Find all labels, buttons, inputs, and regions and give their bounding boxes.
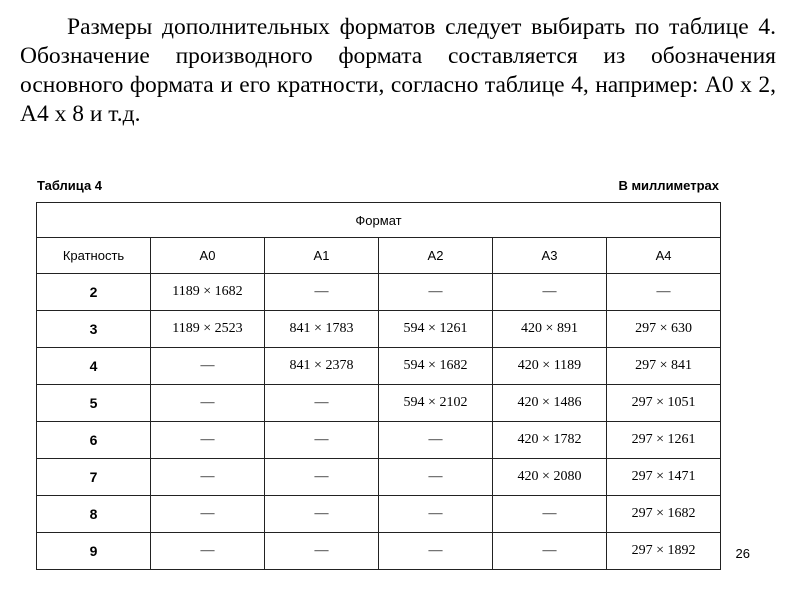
- format-size-cell: —: [151, 459, 265, 496]
- multiplicity-cell: 4: [37, 348, 151, 385]
- formats-table: [36, 202, 721, 570]
- format-size-cell: 297 × 841: [607, 348, 721, 385]
- multiplicity-cell: 9: [37, 533, 151, 570]
- format-size-cell: 420 × 891: [493, 311, 607, 348]
- table-units: В миллиметрах: [618, 178, 719, 193]
- format-size-cell: —: [379, 422, 493, 459]
- format-size-cell: —: [265, 533, 379, 570]
- table-row: [37, 533, 721, 570]
- column-header: А4: [607, 238, 721, 274]
- format-size-cell: —: [265, 422, 379, 459]
- table-row: [37, 422, 721, 459]
- format-size-cell: —: [151, 348, 265, 385]
- table-header-row: [37, 238, 721, 274]
- format-size-cell: 297 × 630: [607, 311, 721, 348]
- format-size-cell: —: [493, 533, 607, 570]
- table-group-header-row: [37, 203, 721, 238]
- page-number: 26: [735, 546, 750, 561]
- format-size-cell: —: [265, 459, 379, 496]
- column-header: А0: [151, 238, 265, 274]
- format-size-cell: 594 × 1682: [379, 348, 493, 385]
- format-size-cell: —: [379, 459, 493, 496]
- table-row: [37, 274, 721, 311]
- format-size-cell: 297 × 1471: [607, 459, 721, 496]
- format-size-cell: 297 × 1051: [607, 385, 721, 422]
- format-size-cell: —: [379, 274, 493, 311]
- format-size-cell: 420 × 2080: [493, 459, 607, 496]
- column-header: Кратность: [37, 238, 151, 274]
- format-size-cell: 841 × 1783: [265, 311, 379, 348]
- column-header: А2: [379, 238, 493, 274]
- table-row: [37, 311, 721, 348]
- format-size-cell: —: [607, 274, 721, 311]
- column-header: А3: [493, 238, 607, 274]
- format-size-cell: —: [151, 422, 265, 459]
- table-row: [37, 385, 721, 422]
- table-caption: Таблица 4: [37, 178, 103, 193]
- multiplicity-cell: 7: [37, 459, 151, 496]
- multiplicity-cell: 3: [37, 311, 151, 348]
- format-size-cell: 297 × 1682: [607, 496, 721, 533]
- format-size-cell: 594 × 2102: [379, 385, 493, 422]
- format-size-cell: 594 × 1261: [379, 311, 493, 348]
- format-size-cell: —: [151, 385, 265, 422]
- format-size-cell: —: [379, 533, 493, 570]
- column-header: А1: [265, 238, 379, 274]
- multiplicity-cell: 8: [37, 496, 151, 533]
- format-size-cell: —: [265, 385, 379, 422]
- format-size-cell: 297 × 1892: [607, 533, 721, 570]
- format-size-cell: —: [265, 274, 379, 311]
- format-size-cell: —: [379, 496, 493, 533]
- multiplicity-cell: 6: [37, 422, 151, 459]
- format-size-cell: 1189 × 2523: [151, 311, 265, 348]
- format-size-cell: —: [265, 496, 379, 533]
- format-group-header: Формат: [37, 203, 721, 238]
- format-size-cell: 297 × 1261: [607, 422, 721, 459]
- body-paragraph: Размеры дополнительных форматов следует выбирать по таблице 4. Обозначение производного формата составляется из обозначения основного формата и его кратности, согласно таблице 4, например: А0 х 2, А4 х 8 и т.д.: [20, 14, 776, 127]
- table-row: [37, 496, 721, 533]
- format-size-cell: 420 × 1782: [493, 422, 607, 459]
- multiplicity-cell: 5: [37, 385, 151, 422]
- multiplicity-cell: 2: [37, 274, 151, 311]
- format-size-cell: 1189 × 1682: [151, 274, 265, 311]
- format-size-cell: —: [151, 496, 265, 533]
- format-size-cell: —: [151, 533, 265, 570]
- format-size-cell: —: [493, 274, 607, 311]
- table-row: [37, 459, 721, 496]
- table-row: [37, 348, 721, 385]
- format-size-cell: 420 × 1189: [493, 348, 607, 385]
- format-size-cell: 420 × 1486: [493, 385, 607, 422]
- format-size-cell: 841 × 2378: [265, 348, 379, 385]
- format-size-cell: —: [493, 496, 607, 533]
